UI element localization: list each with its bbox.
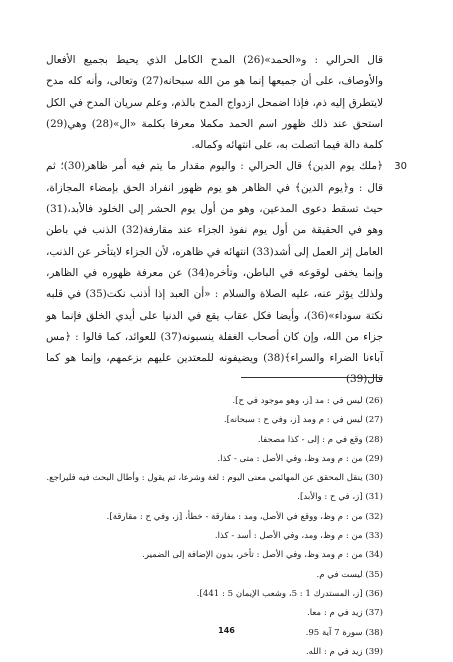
paragraph-2-wrapper: [46, 156, 407, 390]
footnote-item: (35) ليست في م.: [316, 569, 383, 580]
footnote-item: (27) ليس في : م ومد [ز، وفي ح : سبحانه].: [223, 415, 383, 426]
footnote-item: (37) زيد في م : معا.: [307, 608, 383, 619]
footnote-item: (38) سورة 7 آية 95.: [305, 627, 383, 638]
footnote-item: (31) [ز، في ح : والأبد].: [297, 492, 383, 503]
footnote-item: (39) زيد في م : الله.: [305, 646, 383, 657]
footnote-item: (29) من : م ومد وظ، وفي الأصل : متى - كذا.: [217, 453, 383, 464]
footnote-item: (28) وقع في م : إلى - كذا مصحفا.: [257, 434, 383, 445]
footnote-item: (26) ليس في : مد [ز، وهو موجود في ح].: [232, 396, 383, 406]
footnote-item: (36) [ز، المستدرك 1 : 5، وشعب الإيمان 5 : 441].: [196, 588, 383, 599]
footnote-separator: [241, 377, 383, 378]
main-text-body: [46, 50, 407, 391]
page-number: 146: [218, 626, 235, 635]
footnote-item: (33) من : م وظ، ومد، وفي الأصل : أسد - كذا.: [214, 531, 383, 542]
paragraph-2: ﴿ملك يوم الدين﴾ قال الحرالي : واليوم مقدار ما يتم فيه أمر ظاهر(30)؛ ثم قال : و﴿يوم الدين﴾ في الظاهر هو يوم ظهور انفراد الحق بإمضاء المجازاة، حيث تسقط دعوى المدعين، وهو من أول يوم الحشر إلى الخلود فالأبد،(31) وهو في الحقيقة من أول يوم نفوذ الجزاء عند مقارفة(32) الذنب في باطن العامل إثر العمل إلى أشد(33) انتهائه في ظاهره، لأن الجزاء لايتأخر عن الذنب، وإنما يخفى لوقوعه في الباطن، وتأخره(34) عن معرفة ظهوره في الظاهر، ولذلك يؤثر عنه، عليه الصلاة والسلام : «أن العبد إذا أذنب نكت(35) في قلبه نكتة سوداء»(36)، وأيضا فكل عقاب يقع في الدنيا على أيدي الخلق فإنما هو جزاء من الله، وإن كان أصحاب الغفلة ينسبونه(37) للعوائد، كما قالوا : ﴿مس آباءنا الضراء والسراء﴾(38) ويضيفونه للمعتدين عليهم بزعمهم، وإنما هو كما قال(39): [46, 160, 384, 386]
footnote-item: (34) من : م ومد وظ، وفي الأصل : تأخر، بدون الإضافة إلى الضمير.: [142, 550, 383, 561]
paragraph-number: 30: [394, 161, 407, 173]
footnotes-list: [46, 392, 383, 662]
footnote-item: (32) من : م وظ، ووقع في الأصل، ومد : مفارقة - خطأ، [ز، وفي ح : مقارقة].: [106, 511, 383, 522]
paragraph-1: قال الحرالي : و«الحمد»(26) المدح الكامل الذي يحيط بجميع الأفعال والأوصاف، على أن جميعها إنما هو من الله سبحانه(27) وتعالى، وأنه كله مدح لايتطرق إليه ذم، فإذا اضمحل ازدواج المدح بالذم، وعلم سريان المدح في الكل استحق عند ذلك ظهور اسم الحمد مكملا معرفا بكلمة «ال»(28) وهي(29) كلمة دالة فيما اتصلت به، على انتهائه وكماله.: [46, 54, 383, 152]
footnote-item: (30) ينقل المحقق عن المهائمي معنى اليوم : لغة وشرعا، ثم يقول : وأطال البحث فيه فليراجع.: [46, 473, 383, 484]
